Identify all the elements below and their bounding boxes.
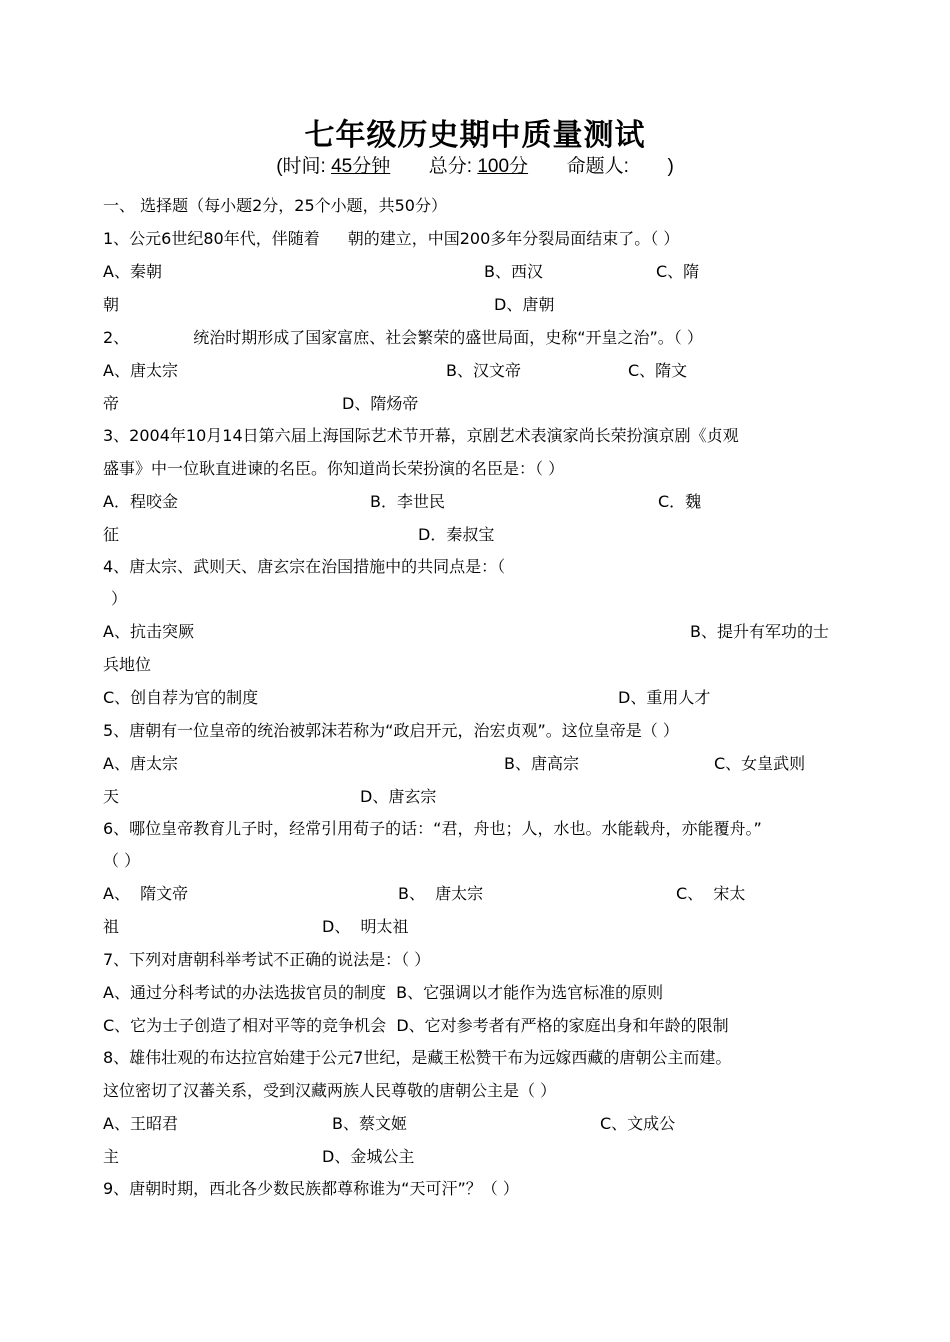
q3-option-a: A．程咬金 — [103, 492, 178, 511]
section-heading: 一、 选择题（每小题2分，25个小题，共50分） — [103, 196, 447, 215]
q1-option-c: C、隋 — [656, 262, 700, 281]
score-value: 100分 — [477, 156, 529, 177]
q1-option-d: D、唐朝 — [494, 295, 555, 314]
question-6-stem-line2: （ ） — [103, 851, 141, 870]
exam-info-line — [0, 151, 950, 178]
q4-option-c: C、创自荐为官的制度 — [103, 688, 259, 707]
question-9-stem: 9、唐朝时期，西北各少数民族都尊称谁为“天可汗”？（ ） — [103, 1179, 519, 1198]
q2-stem-part2: 统治时期形成了国家富庶、社会繁荣的盛世局面，史称“开皇之治”。（ ） — [193, 328, 703, 347]
question-3-stem-line2: 盛事》中一位耿直进谏的名臣。你知道尚长荣扮演的名臣是：（ ） — [103, 459, 565, 478]
q7-options-ab: A、通过分科考试的办法选拔官员的制度 B、它强调以才能作为选官标准的原则 — [103, 983, 664, 1002]
q6-option-c-wrap: 祖 — [103, 917, 120, 936]
question-7-stem: 7、下列对唐朝科举考试不正确的说法是：（ ） — [103, 950, 431, 969]
question-1-stem — [103, 229, 679, 249]
q8-option-c: C、文成公 — [600, 1114, 676, 1133]
question-2-stem — [103, 328, 703, 348]
info-open: (时间: — [276, 156, 326, 177]
q3-option-b: B．李世民 — [370, 492, 445, 511]
q6-option-b: B、 唐太宗 — [398, 884, 484, 903]
question-4-stem-line1: 4、唐太宗、武则天、唐玄宗在治国措施中的共同点是：（ — [103, 557, 506, 576]
q4-option-a: A、抗击突厥 — [103, 622, 194, 641]
q5-option-c-wrap: 天 — [103, 787, 120, 806]
q8-option-d: D、金城公主 — [322, 1147, 415, 1166]
q1-stem-part2: 朝的建立，中国200多年分裂局面结束了。（ ） — [347, 229, 680, 248]
q5-option-b: B、唐高宗 — [504, 754, 579, 773]
q2-option-c-wrap: 帝 — [103, 394, 120, 413]
exam-title: 七年级历史期中质量测试 — [304, 118, 646, 153]
q2-stem-part1: 2、 — [103, 328, 130, 347]
q5-option-d: D、唐玄宗 — [360, 787, 437, 806]
time-value: 45分钟 — [331, 156, 391, 177]
q4-option-d: D、重用人才 — [618, 688, 711, 707]
q2-option-d: D、隋炀帝 — [342, 394, 419, 413]
q3-option-c-wrap: 征 — [103, 525, 120, 544]
q3-option-d: D．秦叔宝 — [418, 525, 495, 544]
info-close: ) — [667, 156, 674, 177]
q1-option-c-wrap: 朝 — [103, 295, 120, 314]
q2-option-c: C、隋文 — [628, 361, 688, 380]
question-8-stem-line2: 这位密切了汉蕃关系，受到汉藏两族人民尊敬的唐朝公主是（ ） — [103, 1081, 557, 1100]
q3-option-c: C．魏 — [658, 492, 702, 511]
q8-option-a: A、王昭君 — [103, 1114, 178, 1133]
q1-option-a: A、秦朝 — [103, 262, 162, 281]
q1-stem-part1: 1、公元6世纪80年代，伴随着 — [103, 229, 320, 248]
q8-option-c-wrap: 主 — [103, 1147, 120, 1166]
q2-option-b: B、汉文帝 — [446, 361, 521, 380]
question-5-stem: 5、唐朝有一位皇帝的统治被郭沫若称为“政启开元，治宏贞观”。这位皇帝是（ ） — [103, 721, 679, 740]
q8-option-b: B、蔡文姬 — [332, 1114, 407, 1133]
q2-option-a: A、唐太宗 — [103, 361, 178, 380]
question-3-stem-line1: 3、2004年10月14日第六届上海国际艺术节开幕，京剧艺术表演家尚长荣扮演京剧《贞观 — [103, 426, 739, 445]
q6-option-d: D、 明太祖 — [322, 917, 409, 936]
q7-options-cd: C、它为士子创造了相对平等的竞争机会 D、它对参考者有严格的家庭出身和年龄的限制 — [103, 1016, 729, 1035]
q5-option-c: C、女皇武则 — [714, 754, 806, 773]
q6-option-c: C、 宋太 — [676, 884, 746, 903]
q1-option-b: B、西汉 — [484, 262, 543, 281]
q6-option-a: A、 隋文帝 — [103, 884, 189, 903]
q5-option-a: A、唐太宗 — [103, 754, 178, 773]
author-label: 命题人: — [566, 156, 629, 177]
q4-option-b-wrap: 兵地位 — [103, 655, 152, 674]
question-8-stem-line1: 8、雄伟壮观的布达拉宫始建于公元7世纪，是藏王松赞干布为远嫁西藏的唐朝公主而建。 — [103, 1048, 732, 1067]
question-6-stem-line1: 6、哪位皇帝教育儿子时，经常引用荀子的话：“君，舟也；人，水也。水能载舟，亦能覆舟。” — [103, 819, 762, 838]
question-4-stem-line2: ） — [111, 589, 128, 608]
score-label: 总分: — [428, 156, 473, 177]
q4-option-b: B、提升有军功的士 — [690, 622, 829, 641]
